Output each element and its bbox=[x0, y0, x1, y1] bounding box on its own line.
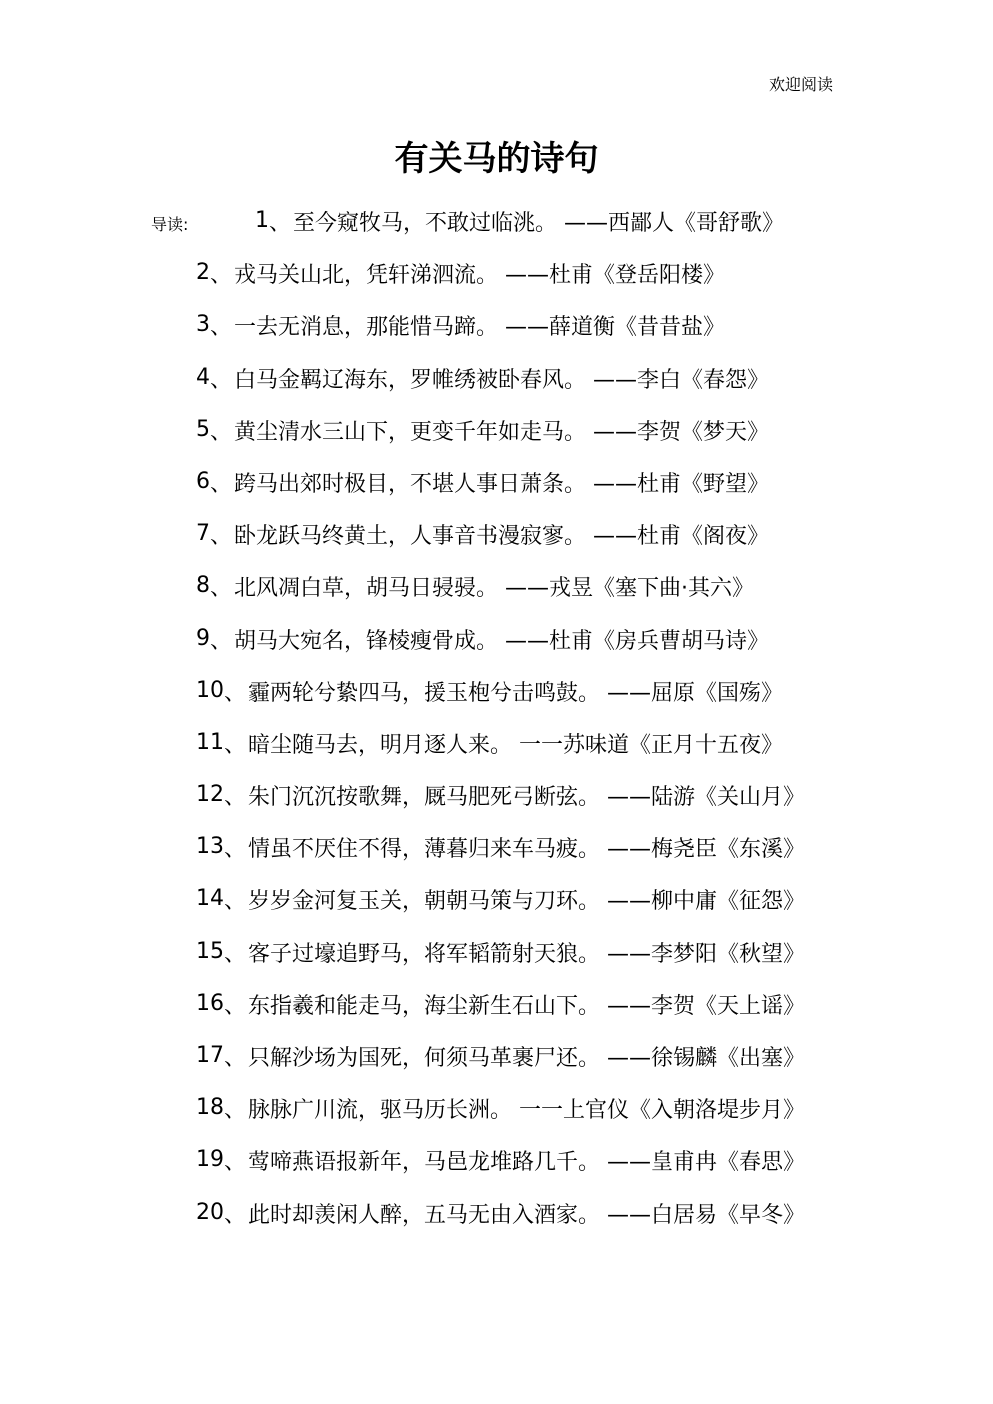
line-number: 4 bbox=[196, 364, 210, 390]
line-number: 20 bbox=[196, 1199, 224, 1225]
intro-label: 导读: bbox=[151, 215, 189, 234]
line-text: 白马金羁辽海东，罗帷绣被卧春风。 ——李白《春怨》 bbox=[234, 367, 770, 393]
line-text: 跨马出郊时极目，不堪人事日萧条。 ——杜甫《野望》 bbox=[234, 471, 770, 497]
poem-line: 13、情虽不厌住不得，薄暮归来车马疲。 ——梅尧臣《东溪》 bbox=[0, 830, 993, 882]
poem-line: 1、至今窥牧马，不敢过临洮。 ——西鄙人《哥舒歌》 bbox=[0, 204, 993, 256]
line-text: 胡马大宛名，锋棱瘦骨成。 ——杜甫《房兵曹胡马诗》 bbox=[234, 628, 770, 654]
line-number: 14 bbox=[196, 886, 224, 912]
line-text: 脉脉广川流，驱马历长洲。 一一上官仪《入朝洛堤步月》 bbox=[248, 1098, 806, 1124]
poem-line: 12、朱门沉沉按歌舞，厩马肥死弓断弦。 ——陆游《关山月》 bbox=[0, 778, 993, 830]
line-text: 东指羲和能走马，海尘新生石山下。 ——李贺《天上谣》 bbox=[248, 993, 806, 1019]
line-text: 卧龙跃马终黄土，人事音书漫寂寥。 ——杜甫《阁夜》 bbox=[234, 524, 770, 550]
line-number: 15 bbox=[196, 938, 224, 964]
line-text: 至今窥牧马，不敢过临洮。 ——西鄙人《哥舒歌》 bbox=[293, 211, 785, 236]
line-text: 北风凋白草，胡马日骎骎。 ——戎昱《塞下曲·其六》 bbox=[234, 576, 755, 602]
line-text: 霾两轮兮絷四马，援玉枹兮击鸣鼓。 ——屈原《国殇》 bbox=[248, 680, 784, 706]
line-text: 莺啼燕语报新年，马邑龙堆路几千。 ——皇甫冉《春思》 bbox=[248, 1150, 806, 1176]
poem-line: 9、胡马大宛名，锋棱瘦骨成。 ——杜甫《房兵曹胡马诗》 bbox=[0, 622, 993, 674]
poem-line: 16、东指羲和能走马，海尘新生石山下。 ——李贺《天上谣》 bbox=[0, 987, 993, 1039]
page-title: 有关马的诗句 bbox=[394, 139, 599, 179]
header-note: 欢迎阅读 bbox=[768, 75, 833, 94]
line-number: 3 bbox=[196, 312, 210, 338]
poem-line: 3、一去无消息，那能惜马蹄。 ——薛道衡《昔昔盐》 bbox=[0, 308, 993, 360]
line-number: 1 bbox=[255, 208, 269, 233]
line-number: 7 bbox=[196, 521, 210, 547]
poem-line: 15、客子过壕追野马，将军韬箭射天狼。 ——李梦阳《秋望》 bbox=[0, 935, 993, 987]
line-number: 5 bbox=[196, 416, 210, 442]
line-number: 10 bbox=[196, 677, 224, 703]
poem-line: 20、此时却羡闲人醉，五马无由入酒家。 ——白居易《早冬》 bbox=[0, 1196, 993, 1248]
line-number: 12 bbox=[196, 782, 224, 808]
line-text: 黄尘清水三山下，更变千年如走马。 ——李贺《梦天》 bbox=[234, 419, 770, 445]
line-number: 13 bbox=[196, 834, 224, 860]
poem-line: 6、跨马出郊时极目，不堪人事日萧条。 ——杜甫《野望》 bbox=[0, 465, 993, 517]
poem-line: 19、莺啼燕语报新年，马邑龙堆路几千。 ——皇甫冉《春思》 bbox=[0, 1143, 993, 1195]
line-text: 戎马关山北，凭轩涕泗流。 ——杜甫《登岳阳楼》 bbox=[234, 263, 726, 289]
poem-line: 18、脉脉广川流，驱马历长洲。 一一上官仪《入朝洛堤步月》 bbox=[0, 1091, 993, 1143]
line-number: 11 bbox=[196, 729, 224, 755]
poem-line: 4、白马金羁辽海东，罗帷绣被卧春风。 ——李白《春怨》 bbox=[0, 361, 993, 413]
line-text: 客子过壕追野马，将军韬箭射天狼。 ——李梦阳《秋望》 bbox=[248, 941, 806, 967]
line-text: 暗尘随马去，明月逐人来。 一一苏味道《正月十五夜》 bbox=[248, 732, 784, 758]
line-text: 只解沙场为国死，何须马革裹尸还。 ——徐锡麟《出塞》 bbox=[248, 1046, 806, 1071]
line-number: 2 bbox=[196, 260, 210, 286]
line-number: 6 bbox=[196, 468, 210, 494]
poem-line: 17、只解沙场为国死，何须马革裹尸还。 ——徐锡麟《出塞》 bbox=[0, 1039, 993, 1091]
line-number: 16 bbox=[196, 990, 224, 1016]
line-text: 一去无消息，那能惜马蹄。 ——薛道衡《昔昔盐》 bbox=[234, 315, 726, 341]
line-number: 9 bbox=[196, 625, 210, 651]
line-number: 8 bbox=[196, 573, 210, 599]
poem-line: 7、卧龙跃马终黄土，人事音书漫寂寥。 ——杜甫《阁夜》 bbox=[0, 517, 993, 569]
line-number: 18 bbox=[196, 1095, 224, 1121]
poem-line: 14、岁岁金河复玉关，朝朝马策与刀环。 ——柳中庸《征怨》 bbox=[0, 882, 993, 934]
poem-line: 5、黄尘清水三山下，更变千年如走马。 ——李贺《梦天》 bbox=[0, 413, 993, 465]
line-number: 17 bbox=[196, 1043, 224, 1068]
line-text: 情虽不厌住不得，薄暮归来车马疲。 ——梅尧臣《东溪》 bbox=[248, 837, 806, 863]
poem-line: 10、霾两轮兮絷四马，援玉枹兮击鸣鼓。 ——屈原《国殇》 bbox=[0, 674, 993, 726]
line-text: 岁岁金河复玉关，朝朝马策与刀环。 ——柳中庸《征怨》 bbox=[248, 889, 806, 915]
line-text: 朱门沉沉按歌舞，厩马肥死弓断弦。 ——陆游《关山月》 bbox=[248, 785, 806, 811]
line-text: 此时却羡闲人醉，五马无由入酒家。 ——白居易《早冬》 bbox=[248, 1202, 806, 1228]
poem-list bbox=[0, 204, 993, 1248]
poem-line: 11、暗尘随马去，明月逐人来。 一一苏味道《正月十五夜》 bbox=[0, 726, 993, 778]
poem-line: 2、戎马关山北，凭轩涕泗流。 ——杜甫《登岳阳楼》 bbox=[0, 256, 993, 308]
line-number: 19 bbox=[196, 1147, 224, 1173]
poem-line: 8、北风凋白草，胡马日骎骎。 ——戎昱《塞下曲·其六》 bbox=[0, 569, 993, 621]
